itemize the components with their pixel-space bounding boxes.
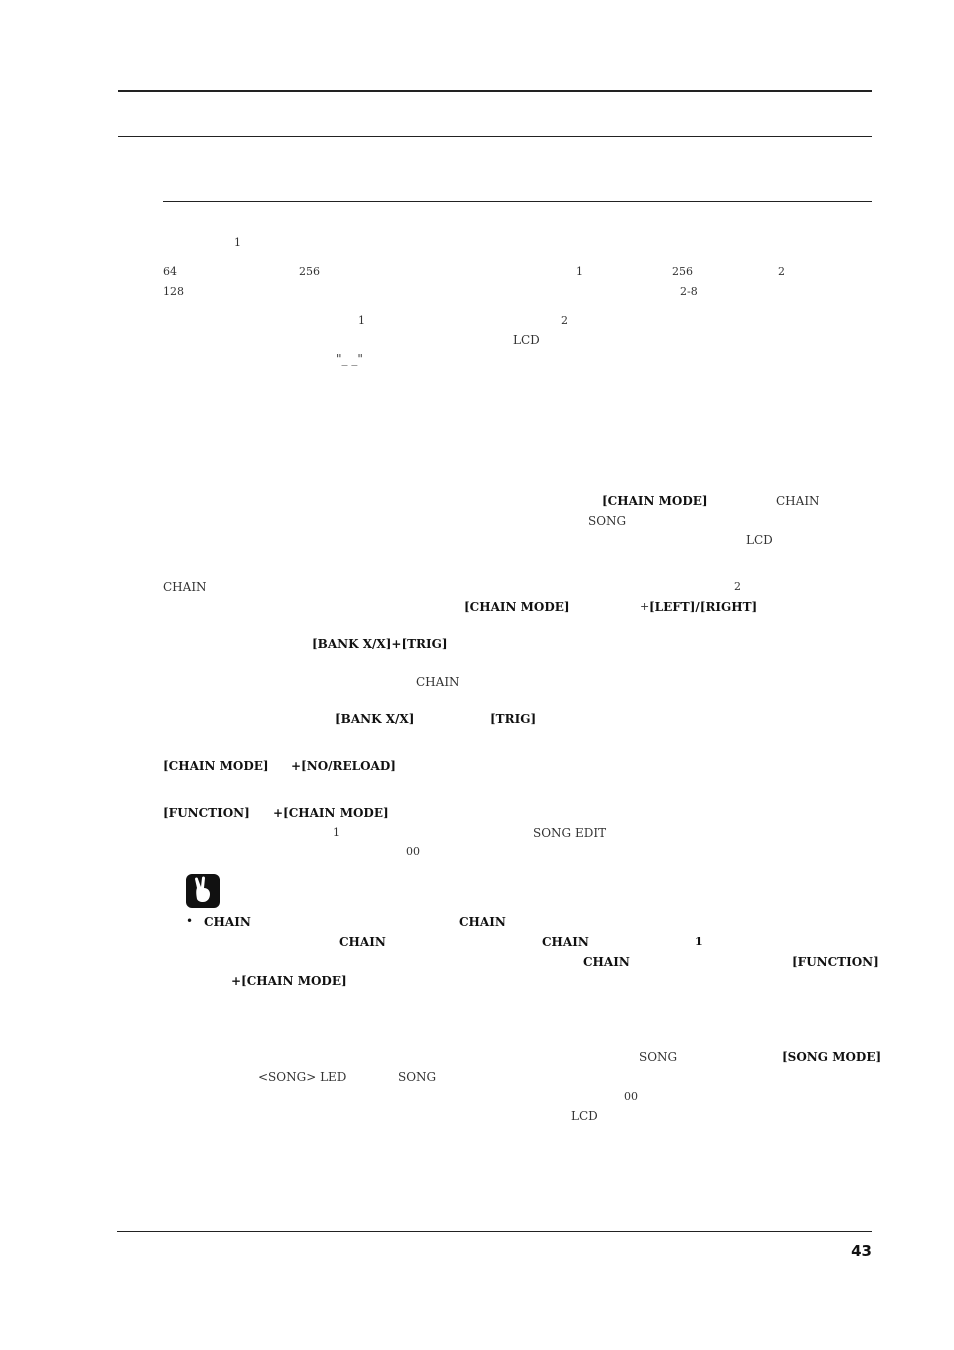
text-chain: CHAIN [583,955,630,969]
text-chain: CHAIN [416,675,460,689]
text-song-led: <SONG> LED [258,1070,347,1084]
text-num: 1 [234,236,241,249]
peace-hand-icon [186,874,220,908]
key-bank: [BANK X/X] [335,712,415,726]
key-chain-mode: +[CHAIN MODE] [231,974,347,988]
footer-rule [117,1231,872,1232]
text-song: SONG [588,514,627,528]
text-chain: CHAIN [776,494,820,508]
text-song: SONG [639,1050,678,1064]
text-num: 1 [333,826,340,839]
text-num: 2-8 [680,285,698,298]
key-trig: [TRIG] [490,712,537,726]
key-chain-mode: [CHAIN MODE] [602,494,708,508]
text-song-edit: SONG EDIT [533,826,607,840]
key-song-mode: [SONG MODE] [782,1050,882,1064]
key-chain-mode: [CHAIN MODE] [464,600,570,614]
text-chain: CHAIN [163,580,207,594]
text-chain: CHAIN [459,915,506,929]
text-num: 00 [406,845,420,858]
text-song: SONG [398,1070,437,1084]
key-left-right: [LEFT]/[RIGHT] [649,600,758,614]
text-lcd: LCD [746,533,773,547]
text-num: 256 [299,265,320,278]
text-num: 256 [672,265,693,278]
page-number: 43 [851,1242,872,1260]
text-lcd: LCD [513,333,540,347]
text-lcd: LCD [571,1109,598,1123]
text-chain: CHAIN [339,935,386,949]
text-chain: CHAIN [542,935,589,949]
header-rule-bottom [118,136,872,137]
text-num: 2 [734,580,741,593]
key-function: [FUNCTION] [163,806,250,820]
key-no-reload: +[NO/RELOAD] [291,759,396,773]
key-chain-mode: +[CHAIN MODE] [273,806,389,820]
text-chain: CHAIN [204,915,251,929]
text-num: 1 [695,935,703,948]
section-rule [163,201,872,202]
note-bullet: • [186,914,194,928]
header-rule-top [118,90,872,92]
key-chain-mode: [CHAIN MODE] [163,759,269,773]
text-blank: "_ _" [336,352,363,366]
text-num: 64 [163,265,177,278]
text-num: 2 [561,314,568,327]
text-num: 1 [358,314,365,327]
text-num: 1 [576,265,583,278]
key-function: [FUNCTION] [792,955,879,969]
key-bank-trig: [BANK X/X]+[TRIG] [312,637,448,651]
text-num: 128 [163,285,184,298]
text-plus: + [640,600,650,613]
text-num: 00 [624,1090,638,1103]
text-num: 2 [778,265,785,278]
